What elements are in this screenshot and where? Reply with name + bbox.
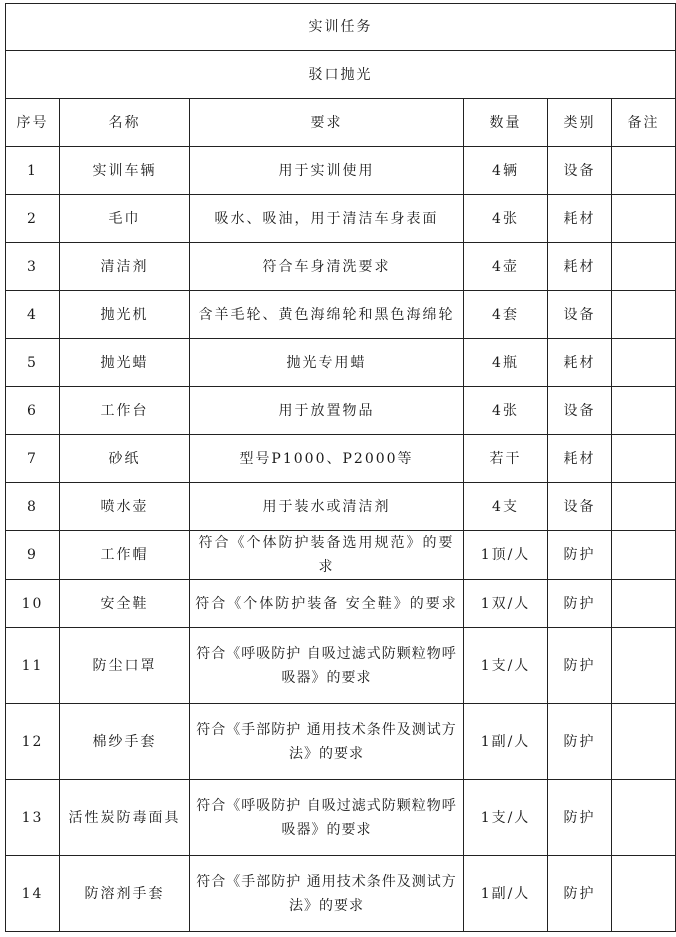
- row-category: 防护: [548, 856, 612, 932]
- row-name: 工作台: [60, 387, 190, 435]
- row-number: 10: [6, 580, 60, 628]
- row-requirement: 含羊毛轮、黄色海绵轮和黑色海绵轮: [190, 291, 464, 339]
- row-name: 实训车辆: [60, 147, 190, 195]
- row-quantity: 4瓶: [464, 339, 548, 387]
- table-row: [6, 531, 676, 580]
- row-requirement: 符合《呼吸防护 自吸过滤式防颗粒物呼吸器》的要求: [190, 628, 464, 704]
- row-category: 防护: [548, 580, 612, 628]
- row-requirement: 型号P1000、P2000等: [190, 435, 464, 483]
- row-category: 设备: [548, 387, 612, 435]
- row-number: 13: [6, 780, 60, 856]
- column-header-quantity: 数量: [464, 99, 548, 147]
- row-quantity: 1副/人: [464, 856, 548, 932]
- row-name: 清洁剂: [60, 243, 190, 291]
- table-title: 实训任务: [6, 4, 676, 51]
- row-category: 耗材: [548, 435, 612, 483]
- row-note: [612, 387, 676, 435]
- row-requirement: 符合《呼吸防护 自吸过滤式防颗粒物呼吸器》的要求: [190, 780, 464, 856]
- row-quantity: 1支/人: [464, 628, 548, 704]
- table-row: [6, 580, 676, 628]
- row-requirement: 吸水、吸油，用于清洁车身表面: [190, 195, 464, 243]
- table-row: [6, 243, 676, 291]
- row-requirement: 用于装水或清洁剂: [190, 483, 464, 531]
- row-note: [612, 147, 676, 195]
- row-note: [612, 291, 676, 339]
- row-quantity: 4支: [464, 483, 548, 531]
- column-header-category: 类别: [548, 99, 612, 147]
- row-quantity: 1副/人: [464, 704, 548, 780]
- row-quantity: 4辆: [464, 147, 548, 195]
- table-row: [6, 435, 676, 483]
- row-requirement: 符合《个体防护装备选用规范》的要求: [190, 531, 464, 580]
- row-requirement: 抛光专用蜡: [190, 339, 464, 387]
- row-note: [612, 435, 676, 483]
- subtitle-row: [6, 51, 676, 99]
- row-number: 8: [6, 483, 60, 531]
- row-number: 4: [6, 291, 60, 339]
- table-row: [6, 628, 676, 704]
- row-requirement: 符合《个体防护装备 安全鞋》的要求: [190, 580, 464, 628]
- row-note: [612, 628, 676, 704]
- row-number: 5: [6, 339, 60, 387]
- row-number: 9: [6, 531, 60, 580]
- row-quantity: 4张: [464, 195, 548, 243]
- row-name: 防溶剂手套: [60, 856, 190, 932]
- table-row: [6, 147, 676, 195]
- column-header-note: 备注: [612, 99, 676, 147]
- row-category: 防护: [548, 531, 612, 580]
- row-name: 工作帽: [60, 531, 190, 580]
- row-requirement: 符合车身清洗要求: [190, 243, 464, 291]
- row-category: 设备: [548, 147, 612, 195]
- row-requirement: 符合《手部防护 通用技术条件及测试方法》的要求: [190, 856, 464, 932]
- row-category: 防护: [548, 628, 612, 704]
- row-category: 防护: [548, 704, 612, 780]
- row-category: 耗材: [548, 195, 612, 243]
- row-category: 设备: [548, 483, 612, 531]
- row-quantity: 4壶: [464, 243, 548, 291]
- row-name: 安全鞋: [60, 580, 190, 628]
- row-number: 14: [6, 856, 60, 932]
- row-quantity: 1双/人: [464, 580, 548, 628]
- row-name: 抛光机: [60, 291, 190, 339]
- row-number: 11: [6, 628, 60, 704]
- row-note: [612, 243, 676, 291]
- title-row: [6, 4, 676, 51]
- row-category: 耗材: [548, 243, 612, 291]
- column-header-name: 名称: [60, 99, 190, 147]
- header-row: [6, 99, 676, 147]
- row-number: 7: [6, 435, 60, 483]
- row-number: 12: [6, 704, 60, 780]
- training-task-table: [5, 3, 676, 932]
- row-note: [612, 580, 676, 628]
- row-quantity: 1支/人: [464, 780, 548, 856]
- table-row: [6, 483, 676, 531]
- row-quantity: 1顶/人: [464, 531, 548, 580]
- table-row: [6, 704, 676, 780]
- table-row: [6, 780, 676, 856]
- row-requirement: 用于放置物品: [190, 387, 464, 435]
- row-name: 活性炭防毒面具: [60, 780, 190, 856]
- document-page: [5, 3, 675, 932]
- row-name: 棉纱手套: [60, 704, 190, 780]
- row-name: 砂纸: [60, 435, 190, 483]
- column-header-no: 序号: [6, 99, 60, 147]
- row-note: [612, 339, 676, 387]
- table-row: [6, 339, 676, 387]
- row-note: [612, 483, 676, 531]
- row-name: 防尘口罩: [60, 628, 190, 704]
- row-category: 防护: [548, 780, 612, 856]
- row-name: 抛光蜡: [60, 339, 190, 387]
- row-note: [612, 195, 676, 243]
- row-note: [612, 704, 676, 780]
- row-number: 2: [6, 195, 60, 243]
- row-note: [612, 780, 676, 856]
- row-quantity: 若干: [464, 435, 548, 483]
- table-subtitle: 驳口抛光: [6, 51, 676, 99]
- row-note: [612, 856, 676, 932]
- table-row: [6, 856, 676, 932]
- row-note: [612, 531, 676, 580]
- row-number: 6: [6, 387, 60, 435]
- table-row: [6, 195, 676, 243]
- column-header-requirement: 要求: [190, 99, 464, 147]
- row-name: 喷水壶: [60, 483, 190, 531]
- row-number: 1: [6, 147, 60, 195]
- table-row: [6, 291, 676, 339]
- row-requirement: 符合《手部防护 通用技术条件及测试方法》的要求: [190, 704, 464, 780]
- row-category: 耗材: [548, 339, 612, 387]
- row-quantity: 4张: [464, 387, 548, 435]
- row-category: 设备: [548, 291, 612, 339]
- row-quantity: 4套: [464, 291, 548, 339]
- row-name: 毛巾: [60, 195, 190, 243]
- table-row: [6, 387, 676, 435]
- row-number: 3: [6, 243, 60, 291]
- row-requirement: 用于实训使用: [190, 147, 464, 195]
